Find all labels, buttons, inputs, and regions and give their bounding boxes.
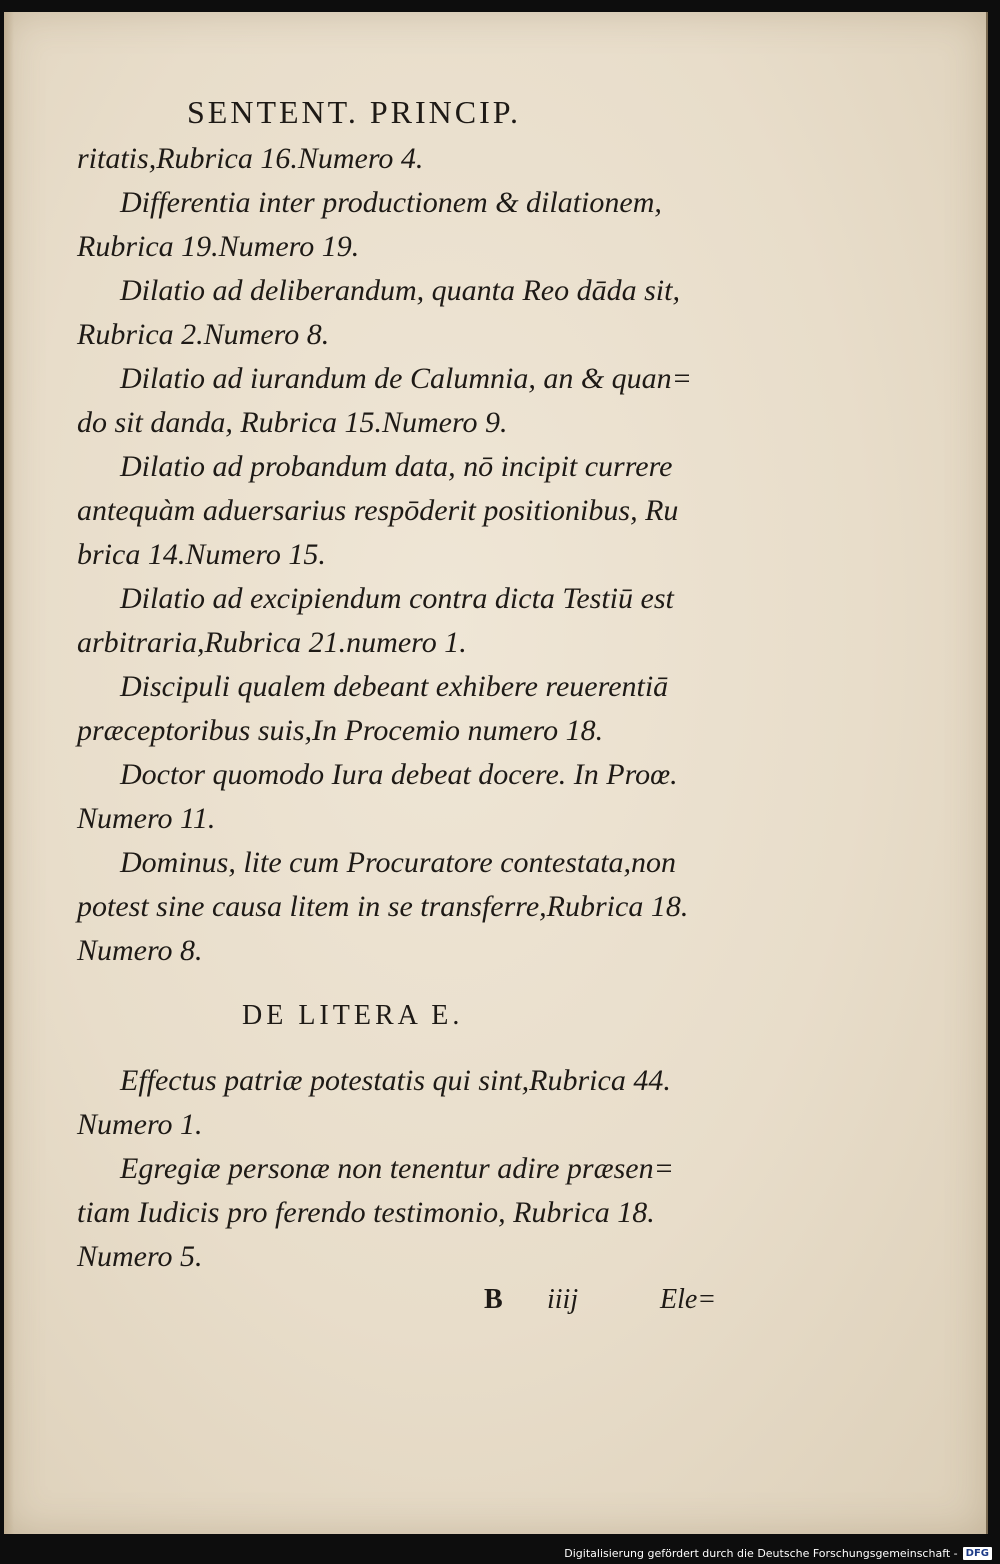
index-line: Numero 11. [77, 802, 216, 835]
signature-number: iiij [547, 1284, 579, 1315]
index-line: antequàm aduersarius respōderit positionibus, Ru [77, 494, 679, 527]
index-line: Dominus, lite cum Procuratore contestata,non [120, 846, 677, 879]
index-line: Effectus patriæ potestatis qui sint,Rubrica 44. [120, 1064, 671, 1097]
section-heading: DE LITERA E. [242, 1000, 464, 1031]
book-page [4, 12, 988, 1534]
index-line: Differentia inter productionem & dilationem, [120, 186, 662, 219]
index-line: arbitraria,Rubrica 21.numero 1. [77, 626, 467, 659]
index-line: tiam Iudicis pro ferendo testimonio, Rubrica 18. [77, 1196, 655, 1229]
index-line: Rubrica 2.Numero 8. [77, 318, 330, 351]
index-line: Dilatio ad iurandum de Calumnia, an & quan= [120, 362, 692, 395]
catchword: Ele= [660, 1284, 717, 1315]
funding-footer [564, 1547, 992, 1560]
index-line: Dilatio ad deliberandum, quanta Reo dāda sit, [120, 274, 680, 307]
running-header: SENTENT. PRINCIP. [187, 94, 521, 130]
index-line: Doctor quomodo Iura debeat docere. In Proœ. [120, 758, 678, 791]
index-line: Rubrica 19.Numero 19. [77, 230, 360, 263]
funding-text: Digitalisierung gefördert durch die Deutsche Forschungsgemeinschaft - [564, 1547, 958, 1560]
index-line: brica 14.Numero 15. [77, 538, 326, 571]
index-line: ritatis,Rubrica 16.Numero 4. [77, 142, 424, 175]
index-line: potest sine causa litem in se transferre,Rubrica 18. [77, 890, 689, 923]
index-line: Dilatio ad excipiendum contra dicta Testiū est [120, 582, 674, 615]
index-line: Numero 8. [77, 934, 203, 967]
index-line: Numero 5. [77, 1240, 203, 1273]
index-line: Egregiæ personæ non tenentur adire præsen= [120, 1152, 674, 1185]
index-line: præceptoribus suis,In Procemio numero 18. [77, 714, 604, 747]
dfg-logo-icon: DFG [963, 1547, 992, 1560]
index-line: Numero 1. [77, 1108, 203, 1141]
index-line: Discipuli qualem debeant exhibere reuerentiā [120, 670, 669, 703]
signature-letter: B [484, 1284, 503, 1315]
index-line: do sit danda, Rubrica 15.Numero 9. [77, 406, 508, 439]
index-line: Dilatio ad probandum data, nō incipit currere [120, 450, 673, 483]
